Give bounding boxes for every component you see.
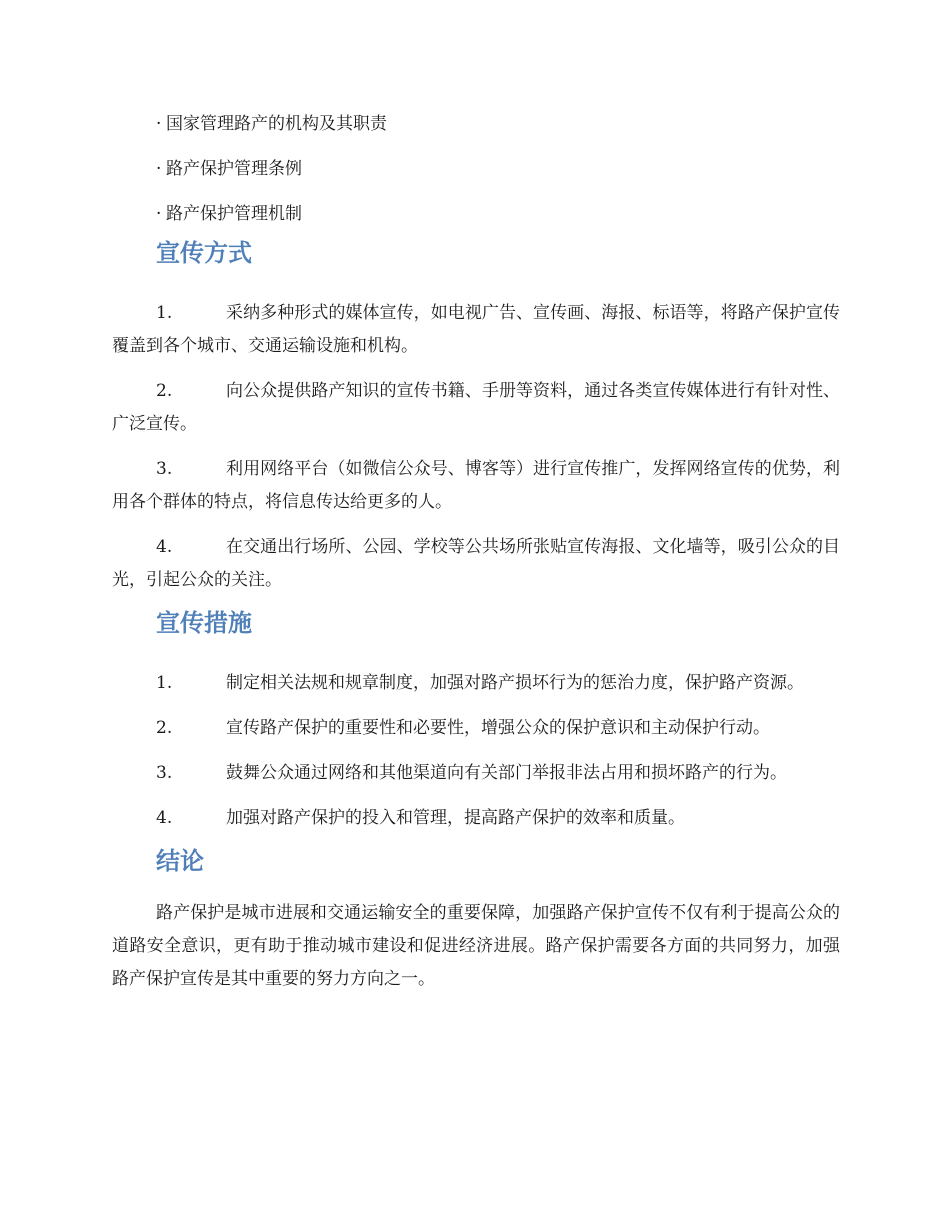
item-text: 采纳多种形式的媒体宣传，如电视广告、宣传画、海报、标语等，将路产保护宣传覆盖到各个城市、交通运输设施和机构。 <box>112 303 840 356</box>
bullet-text: 路产保护管理条例 <box>166 159 302 179</box>
item-text: 制定相关法规和规章制度，加强对路产损坏行为的惩治力度，保护路产资源。 <box>226 673 804 693</box>
item-text: 鼓舞公众通过网络和其他渠道向有关部门举报非法占用和损坏路产的行为。 <box>226 763 787 783</box>
item-text: 宣传路产保护的重要性和必要性，增强公众的保护意识和主动保护行动。 <box>226 718 770 738</box>
item-text: 在交通出行场所、公园、学校等公共场所张贴宣传海报、文化墙等，吸引公众的目光，引起公众的关注。 <box>112 537 840 590</box>
item-text: 利用网络平台（如微信公众号、博客等）进行宣传推广，发挥网络宣传的优势，利用各个群体的特点，将信息传达给更多的人。 <box>112 459 840 512</box>
section-heading-methods: 宣传方式 <box>156 239 252 267</box>
item-number: 1. <box>156 303 173 323</box>
section-heading-measures: 宣传措施 <box>156 609 252 637</box>
bullet-dot-icon: · <box>156 159 162 179</box>
conclusion-paragraph: 路产保护是城市进展和交通运输安全的重要保障，加强路产保护宣传不仅有利于提高公众的道路安全意识，更有助于推动城市建设和促进经济进展。路产保护需要各方面的共同努力，加强路产保护宣传是其中重要的努力方向之一。 <box>112 903 840 989</box>
item-text: 加强对路产保护的投入和管理，提高路产保护的效率和质量。 <box>226 808 685 828</box>
measures-list <box>112 667 840 835</box>
bullet-item <box>112 200 840 228</box>
item-number: 4. <box>156 537 173 557</box>
methods-list <box>112 297 840 597</box>
list-item <box>112 375 840 441</box>
list-item <box>112 712 840 745</box>
item-number: 1. <box>156 673 173 693</box>
section-heading-conclusion: 结论 <box>156 847 204 875</box>
item-number: 2. <box>156 718 173 738</box>
bullet-dot-icon: · <box>156 204 162 224</box>
document-page <box>112 0 840 996</box>
list-item <box>112 453 840 519</box>
list-item <box>112 531 840 597</box>
bullet-dot-icon: · <box>156 114 162 134</box>
bullet-item <box>112 155 840 183</box>
list-item <box>112 297 840 363</box>
list-item <box>112 757 840 790</box>
topic-bullet-list <box>112 0 840 228</box>
item-number: 4. <box>156 808 173 828</box>
bullet-text: 国家管理路产的机构及其职责 <box>166 114 387 134</box>
bullet-text: 路产保护管理机制 <box>166 204 302 224</box>
item-number: 3. <box>156 763 173 783</box>
item-number: 2. <box>156 381 173 401</box>
item-number: 3. <box>156 459 173 479</box>
bullet-item <box>112 110 840 138</box>
list-item <box>112 667 840 700</box>
list-item <box>112 802 840 835</box>
item-text: 向公众提供路产知识的宣传书籍、手册等资料，通过各类宣传媒体进行有针对性、广泛宣传。 <box>112 381 840 434</box>
